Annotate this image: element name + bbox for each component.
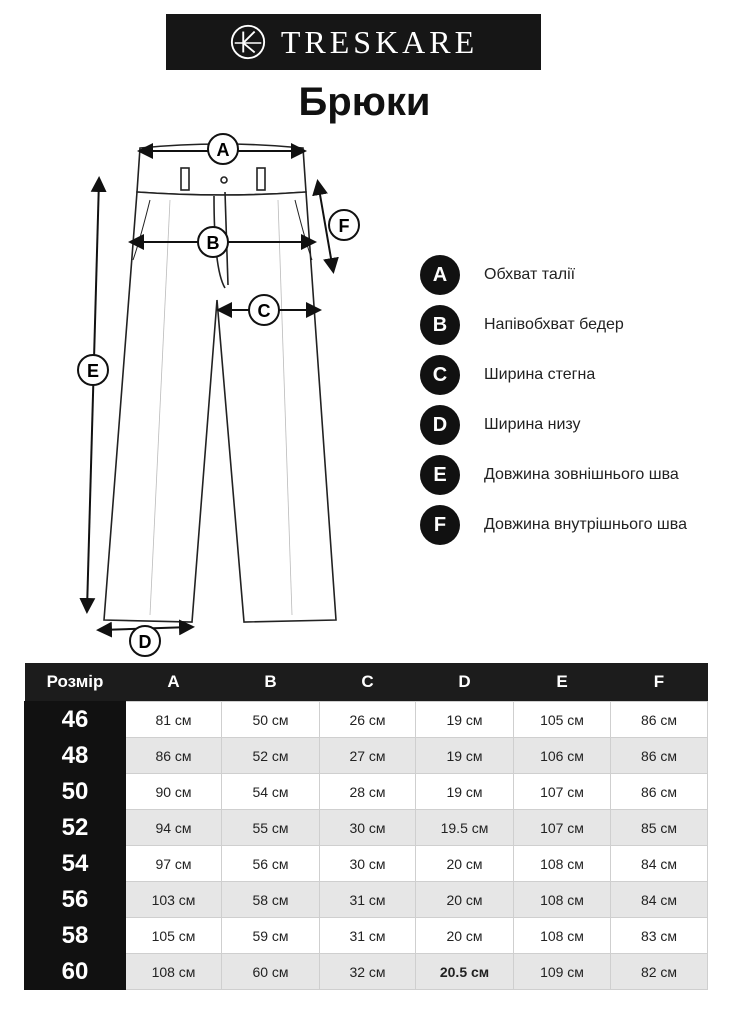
table-cell: 103 см [126, 882, 222, 918]
page-title: Брюки [298, 80, 431, 124]
table-cell: 19.5 см [416, 810, 514, 846]
brand-name: TRESKARE [280, 23, 479, 60]
size-table [24, 663, 708, 990]
size-cell: 54 [25, 846, 126, 882]
table-cell: 97 см [126, 846, 222, 882]
legend-item-f [420, 500, 687, 550]
table-cell: 31 см [320, 918, 416, 954]
table-header-row [25, 663, 708, 702]
table-cell: 108 см [126, 954, 222, 990]
treskare-monogram-logo-icon [229, 23, 267, 61]
table-cell: 55 см [222, 810, 320, 846]
header-a: A [126, 663, 222, 702]
table-cell: 60 см [222, 954, 320, 990]
table-cell: 84 см [611, 846, 708, 882]
legend-label-c: Ширина стегна [484, 366, 596, 383]
table-cell: 109 см [514, 954, 611, 990]
size-cell: 60 [25, 954, 126, 990]
table-row [25, 882, 708, 918]
table-row [25, 738, 708, 774]
table-cell: 108 см [514, 846, 611, 882]
legend-letter-e: E [420, 455, 460, 495]
size-cell: 58 [25, 918, 126, 954]
size-cell: 48 [25, 738, 126, 774]
table-cell: 30 см [320, 846, 416, 882]
legend-label-f: Довжина внутрішнього шва [484, 516, 687, 533]
table-cell: 81 см [126, 702, 222, 738]
table-cell: 94 см [126, 810, 222, 846]
table-cell: 31 см [320, 882, 416, 918]
table-cell: 86 см [611, 738, 708, 774]
table-cell: 28 см [320, 774, 416, 810]
table-cell: 20 см [416, 918, 514, 954]
table-cell: 20 см [416, 882, 514, 918]
table-cell: 84 см [611, 882, 708, 918]
table-cell: 52 см [222, 738, 320, 774]
legend-label-e: Довжина зовнішнього шва [484, 466, 679, 483]
svg-text:B: B [206, 233, 220, 253]
size-cell: 46 [25, 702, 126, 738]
table-cell: 58 см [222, 882, 320, 918]
legend-item-b [420, 300, 687, 350]
svg-text:E: E [86, 361, 100, 381]
table-cell: 108 см [514, 918, 611, 954]
size-cell: 50 [25, 774, 126, 810]
table-row [25, 810, 708, 846]
table-cell: 90 см [126, 774, 222, 810]
svg-text:D: D [138, 632, 152, 652]
table-cell: 107 см [514, 774, 611, 810]
legend-letter-b: B [420, 305, 460, 345]
size-cell: 56 [25, 882, 126, 918]
marker-e [78, 355, 108, 385]
table-row [25, 918, 708, 954]
legend-label-a: Обхват талії [484, 266, 576, 283]
header-d: D [416, 663, 514, 702]
marker-c [249, 295, 279, 325]
table-row [25, 702, 708, 738]
svg-text:F: F [338, 216, 350, 236]
legend-item-c [420, 350, 687, 400]
pants-outline [104, 144, 336, 622]
table-cell: 82 см [611, 954, 708, 990]
table-cell: 30 см [320, 810, 416, 846]
table-cell: 85 см [611, 810, 708, 846]
legend-letter-d: D [420, 405, 460, 445]
legend-letter-c: C [420, 355, 460, 395]
table-cell: 20 см [416, 846, 514, 882]
table-cell: 108 см [514, 882, 611, 918]
svg-text:A: A [216, 140, 230, 160]
header-f: F [611, 663, 708, 702]
marker-f [329, 210, 359, 240]
table-cell: 20.5 см [416, 954, 514, 990]
marker-d [130, 626, 160, 656]
measurement-legend [420, 250, 687, 550]
table-cell: 32 см [320, 954, 416, 990]
table-cell: 86 см [611, 774, 708, 810]
table-cell: 27 см [320, 738, 416, 774]
header-b: B [222, 663, 320, 702]
table-cell: 19 см [416, 774, 514, 810]
table-row [25, 954, 708, 990]
table-cell: 83 см [611, 918, 708, 954]
table-cell: 26 см [320, 702, 416, 738]
legend-label-b: Напівобхват бедер [484, 316, 624, 333]
table-cell: 105 см [126, 918, 222, 954]
table-cell: 19 см [416, 738, 514, 774]
legend-label-d: Ширина низу [484, 416, 581, 433]
header-size: Розмір [25, 663, 126, 702]
table-row [25, 774, 708, 810]
table-cell: 54 см [222, 774, 320, 810]
header-e: E [514, 663, 611, 702]
legend-item-e [420, 450, 687, 500]
table-cell: 50 см [222, 702, 320, 738]
table-cell: 106 см [514, 738, 611, 774]
legend-item-a [420, 250, 687, 300]
legend-letter-a: A [420, 255, 460, 295]
table-cell: 56 см [222, 846, 320, 882]
table-cell: 105 см [514, 702, 611, 738]
size-cell: 52 [25, 810, 126, 846]
svg-text:C: C [257, 301, 271, 321]
header-c: C [320, 663, 416, 702]
legend-letter-f: F [420, 505, 460, 545]
legend-item-d [420, 400, 687, 450]
brand-logo-bar [166, 14, 541, 70]
table-cell: 59 см [222, 918, 320, 954]
table-cell: 86 см [126, 738, 222, 774]
table-cell: 86 см [611, 702, 708, 738]
table-cell: 107 см [514, 810, 611, 846]
table-row [25, 846, 708, 882]
table-cell: 19 см [416, 702, 514, 738]
marker-b [198, 227, 228, 257]
marker-a [208, 134, 238, 164]
